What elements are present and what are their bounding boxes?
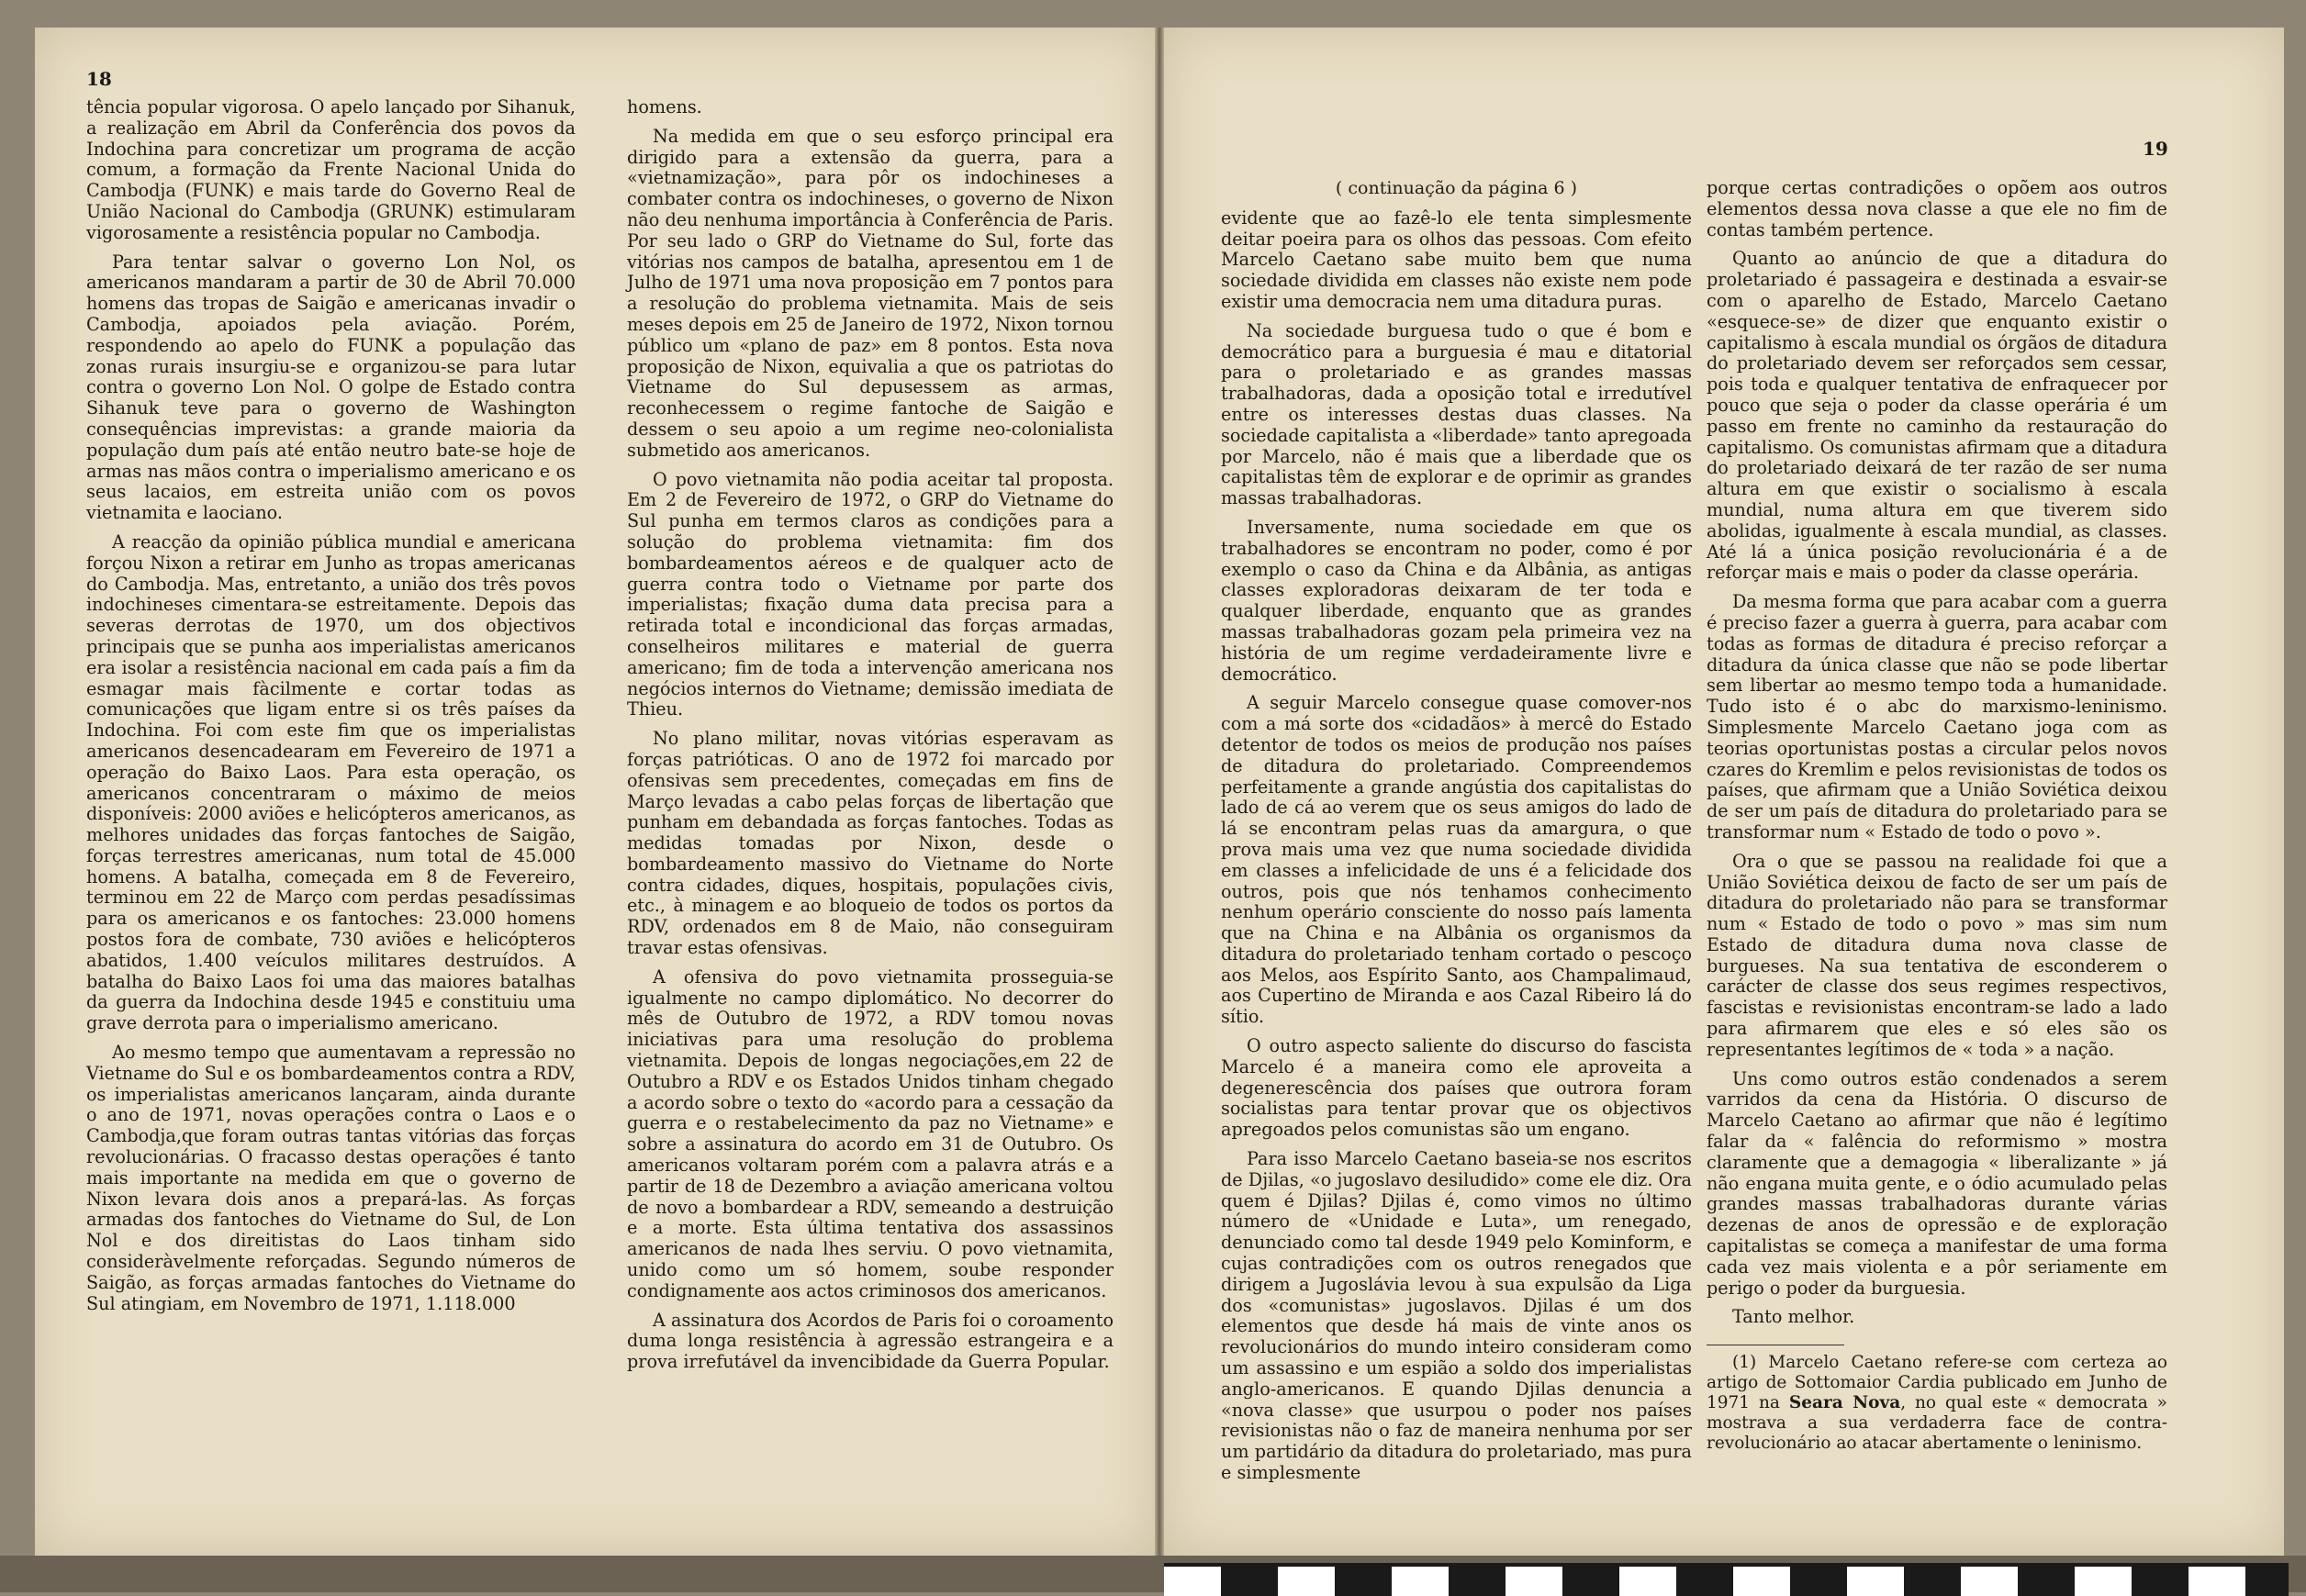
paragraph: A assinatura dos Acordos de Paris foi o coroamento duma longa resistência à agressão estrangeira e a prova irrefutável da invencibidade da Guerra Popular. — [627, 1309, 1114, 1373]
paragraph: Para tentar salvar o governo Lon Nol, os americanos mandaram a partir de 30 de Abril 70.000 homens das tropas de Saigão e americanas invadir o Cambodja, apoiados pela aviação. Porém, respondendo ao apelo do FUNK a população das zonas rurais insurgiu-se e organizou-se para lutar contra o governo Lon Nol. O golpe de Estado contra Sihanuk teve para o governo de Washington consequências imprevistas: a grande maioria da população dum país até então neutro bate-se hoje de armas nas mãos contra o imperialismo americano e os seus lacaios, em estreita união com os povos vietnamita e laociano. — [86, 251, 576, 524]
paragraph: Uns como outros estão condenados a serem varridos da cena da História. O discurso de Marcelo Caetano ao afirmar que não é legítimo falar da « falência do reformismo » mostra claramente que a demagogia « liberalizante » já não engana muita gente, e o ódio acumulado pelas grandes massas trabalhadoras durante várias dezenas de anos de opressão e de exploração capitalistas se começa a manifestar de uma forma cada vez mais violenta e a pôr seriamente em perigo o poder da burguesia. — [1707, 1067, 2167, 1299]
paragraph: Quanto ao anúncio de que a ditadura do proletariado é passageira e destinada a esvair-se com o aparelho de Estado, Marcelo Caetano «esquece-se» de dizer que enquanto existir o capitalismo à escala mundial os órgãos de ditadura do proletariado devem ser reforçados sem cessar, pois toda e qualquer tentativa de enfraquecer por pouco que seja o poder da classe operária é um passo em frente no caminho da restauração do capitalismo. Os comunistas afirmam que a ditadura do proletariado deixará de ter razão de ser numa altura em que existir o socialismo à escala mundial, numa altura em que tiverem sido abolidas, igualmente à escala mundial, as classes. Até lá a única posição revolucionária é a de reforçar mais e mais o poder da classe operária. — [1707, 248, 2167, 584]
paragraph: A seguir Marcelo consegue quase comover-nos com a má sorte dos «cidadãos» à mercê do Estado detentor de todos os meios de produção nos países de ditadura do proletariado. Compreendemos perfeitamente a grande angústia dos capitalistas do lado de cá ao verem que os seus amigos do lado de lá se encontram pelas ruas da amargura, o que prova mais uma vez que numa sociedade dividida em classes a infelicidade de uns é a felicidade dos outros, pois que nós tenhamos conhecimento nenhum operário consciente do nosso país lamenta que na China e na Albânia os organismos da ditadura do proletariado tenham cortado o pescoço aos Melos, aos Espírito Santo, aos Champalimaud, aos Cupertino de Miranda e aos Cazal Ribeiro lá do sítio. — [1221, 692, 1692, 1028]
paragraph: A ofensiva do povo vietnamita prosseguia-se igualmente no campo diplomático. No decorrer do mês de Outubro de 1972, a RDV tomou novas iniciativas para uma resolução do problema vietnamita. Depois de longas negociações,em 22 de Outubro a RDV e os Estados Unidos tinham chegado a acordo sobre o texto do «acordo para a cessação da guerra e o restabelecimento da paz no Vietname» e sobre a assinatura do acordo em 31 de Outubro. Os americanos voltaram porém com a palavra atrás e a partir de 18 de Dezembro a aviação americana voltou de novo a bombardear a RDV, semeando a destruição e a morte. Esta última tentativa dos assassinos americanos de nada lhes serviu. O povo vietnamita, unido como um só homem, soube responder condignamente aos actos criminosos dos americanos. — [627, 965, 1114, 1301]
left-column-1 — [86, 97, 576, 1323]
paragraph: Ora o que se passou na realidade foi que a União Soviética deixou de facto de ser um país de ditadura do proletariado não para se transformar num « Estado de todo o povo » mas sim num Estado de ditadura duma nova classe de burgueses. Na sua tentativa de esconderem o carácter de classe dos seus regimes respectivos, fascistas e revisionistas encontram-se lado a lado para afirmarem que eles e só eles são os representantes legítimos de « toda » a nação. — [1707, 850, 2167, 1060]
footnote — [1707, 1353, 2167, 1454]
right-page — [1164, 28, 2284, 1556]
right-column-2 — [1707, 178, 2167, 1454]
footnote-text-before: (1) Marcelo Caetano refere-se com certeza ao artigo de Sottomaior Cardia publicado em Junho de 1971 na — [1707, 1353, 2167, 1413]
paragraph: No plano militar, novas vitórias esperavam as forças patrióticas. O ano de 1972 foi marcado por ofensivas sem precedentes, começadas em fins de Março levadas a cabo pelas forças de libertação que punham em debandada as forças fantoches. Todas as medidas tomadas por Nixon, desde o bombardeamento massivo do Vietname do Norte contra cidades, diques, hospitais, populações civis, etc., à minagem e ao bloqueio de todos os portos da RDV, ordenados em 8 de Maio, não conseguiram travar estas ofensivas. — [627, 728, 1114, 959]
paragraph: O outro aspecto saliente do discurso do fascista Marcelo é a maneira como ele aproveita a degenerescência dos países que outrora foram socialistas para tentar provar que os objectivos apregoados pelos comunistas são um engano. — [1221, 1035, 1692, 1141]
right-column-1 — [1221, 178, 1692, 1492]
paragraph: porque certas contradições o opõem aos outros elementos dessa nova classe a que ele no fim de contas também pertence. — [1707, 177, 2167, 240]
continuation-header: ( continuação da página 6 ) — [1335, 178, 1578, 198]
book-gutter — [1155, 28, 1164, 1556]
paragraph: tência popular vigorosa. O apelo lançado por Sihanuk, a realização em Abril da Conferência dos povos da Indochina para concretizar um programa de acção comum, a formação da Frente Nacional Unida do Cambodja (FUNK) e mais tarde do Governo Real de União Nacional do Cambodja (GRUNK) estimularam vigorosamente a resistência popular no Cambodja. — [86, 96, 576, 243]
paragraph: Na medida em que o seu esforço principal era dirigido para a extensão da guerra, para a «vietnamização», para pôr os indochineses a combater contra os indochineses, o governo de Nixon não deu nenhuma importância à Conferência de Paris. Por seu lado o GRP do Vietname do Sul, forte das vitórias nos campos de batalha, apresentou em 1 de Julho de 1971 uma nova proposição em 7 pontos para a resolução do problema vietnamita. Mais de seis meses depois em 25 de Janeiro de 1972, Nixon tornou público um «plano de paz» em 8 pontos. Esta nova proposição de Nixon, equivalia a que os patriotas do Vietname do Sul depusessem as armas, reconhecessem o regime fantoche de Saigão e dessem o seu apoio a um regime neo-colonialista submetido aos americanos. — [627, 125, 1114, 461]
paragraph: Ao mesmo tempo que aumentavam a repressão no Vietname do Sul e os bombardeamentos contra a RDV, os imperialistas americanos lançaram, ainda durante o ano de 1971, novas operações contra o Laos e o Cambodja,que foram outras tantas vitórias das forças revolucionárias. O fracasso destas operações é tanto mais importante na medida em que o governo de Nixon levara dois anos a prepará-las. As forças armadas dos fantoches do Vietname do Sul, de Lon Nol e dos direitistas do Laos tinham sido consideràvelmente reforçadas. Segundo números de Saigão, as forças armadas fantoches do Vietname do Sul atingiam, em Novembro de 1971, 1.118.000 — [86, 1042, 576, 1314]
left-column-2 — [627, 97, 1114, 1381]
footnote-text-after: , no qual este « democrata » mostrava a sua verdaderra face de contra-revolucionário ao atacar abertamente o leninismo. — [1707, 1393, 2167, 1454]
scale-ruler — [1164, 1563, 2289, 1596]
paragraph: Tanto melhor. — [1732, 1306, 1855, 1328]
footnote-bold: Seara Nova — [1788, 1393, 1901, 1413]
paragraph: A reacção da opinião pública mundial e americana forçou Nixon a retirar em Junho as tropas americanas do Cambodja. Mas, entretanto, a união dos três povos indochineses cimentara-se estreitamente. Depois das severas derrotas de 1970, um dos objectivos principais que se punha aos imperialistas americanos era isolar a resistência nacional em cada país a fim da esmagar mais fàcilmente e cortar todas as comunicações que ligam entre si os três países da Indochina. Foi com este fim que os imperialistas americanos desencadearam em Fevereiro de 1971 a operação do Baixo Laos. Para esta operação, os americanos concentraram o máximo de meios disponíveis: 2000 aviões e helicópteros americanos, as melhores unidades das forças fantoches de Saigão, forças terrestres americanas, num total de 45.000 homens. A batalha, começada em 8 de Fevereiro, terminou em 22 de Março com perdas pesadíssimas para os americanos e os fantoches: 23.000 homens postos fora de combate, 730 aviões e helicópteros abatidos, 1.400 veículos militares destruídos. A batalha do Baixo Laos foi uma das maiores batalhas da guerra da Indochina desde 1945 e constituiu uma grave derrota para o imperialismo americano. — [86, 530, 576, 1034]
paragraph: Inversamente, numa sociedade em que os trabalhadores se encontram no poder, como é por exemplo o caso da China e da Albânia, as antigas classes exploradoras deixaram de ter toda e qualquer liberdade, enquanto que as grandes massas trabalhadoras gozam pela primeira vez na história de um regime verdadeiramente livre e democrático. — [1221, 516, 1692, 685]
paragraph: Para isso Marcelo Caetano baseia-se nos escritos de Djilas, «o jugoslavo desiludido» come ele diz. Ora quem é Djilas? Djilas é, como vimos no último número de «Unidade e Luta», um renegado, denunciado como tal desde 1949 pelo Kominform, e cujas contradições com os outros renegados que dirigem a Jugoslávia levou à sua expulsão da Liga dos «comunistas» jugoslavos. Djilas é um dos elementos que desde há mais de vinte anos os revolucionários do mundo inteiro consideram como um assassino e um espião a soldo dos imperialistas anglo-americanos. E quando Djilas denuncia a «nova classe» que usurpou o poder nos países revisionistas não o faz de maneira nenhuma por ser um partidário da ditadura do proletariado, mas pura e simplesmente — [1221, 1148, 1692, 1484]
paragraph: homens. — [627, 96, 702, 117]
paragraph: evidente que ao fazê-lo ele tenta simplesmente deitar poeira para os olhos das pessoas. Com efeito Marcelo Caetano sabe muito bem que numa sociedade dividida em classes não existe nem pode existir uma democracia nem uma ditadura puras. — [1221, 206, 1692, 312]
page-number-left: 18 — [86, 68, 112, 90]
paragraph: O povo vietnamita não podia aceitar tal proposta. Em 2 de Fevereiro de 1972, o GRP do Vietname do Sul punha em termos claros as condições para a solução do problema vietnamita: fim dos bombardeamentos aéreos e de qualquer acto de guerra contra todo o Vietname por parte dos imperialistas; fixação duma data precisa para a retirada total e incondicional das forças armadas, conselheiros militares e material de guerra americano; fim de toda a intervenção americana nos negócios internos do Vietname; demissão imediata de Thieu. — [627, 468, 1114, 720]
left-page — [35, 28, 1155, 1556]
page-number-right: 19 — [2143, 138, 2168, 160]
paragraph: Na sociedade burguesa tudo o que é bom e democrático para a burguesia é mau e ditatorial para o proletariado e as grandes massas trabalhadoras, dada a oposição total e irredutível entre os interesses destas duas classes. Na sociedade capitalista a «liberdade» tanto apregoada por Marcelo, não é mais que a liberdade que os capitalistas têm de explorar e de oprimir as grandes massas trabalhadoras. — [1221, 319, 1692, 509]
paragraph: Da mesma forma que para acabar com a guerra é preciso fazer a guerra à guerra, para acabar com todas as formas de ditadura é preciso reforçar a ditadura da única classe que não se pode libertar sem libertar ao mesmo tempo toda a humanidade. Tudo isto é o abc do marxismo-leninismo. Simplesmente Marcelo Caetano joga com as teorias oportunistas postas a circular pelos novos czares do Kremlim e pelos revisionistas de todos os países, que afirmam que a União Soviética deixou de ser um país de ditadura do proletariado para se transformar num « Estado de todo o povo ». — [1707, 591, 2167, 843]
